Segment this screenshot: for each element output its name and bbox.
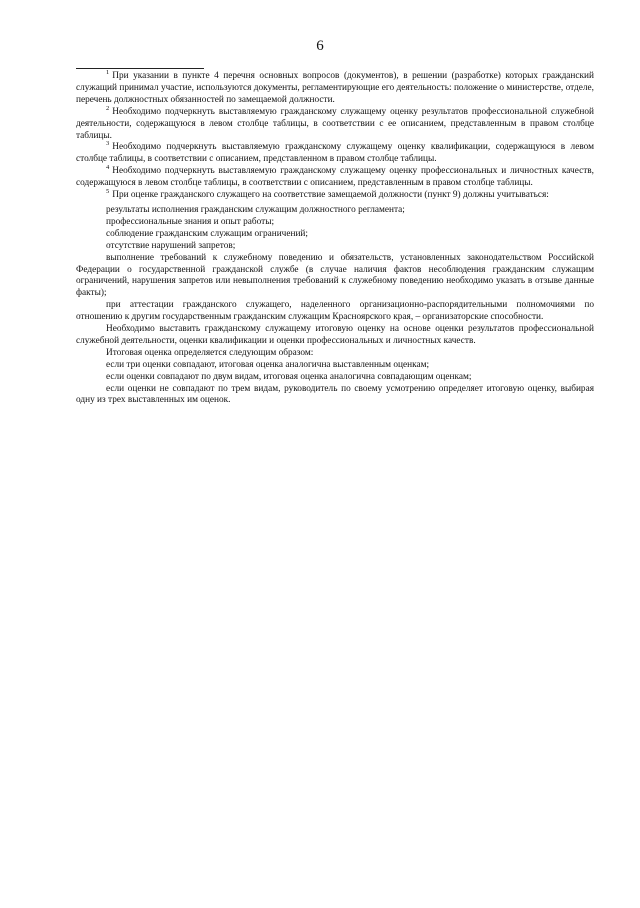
footnote-5 (76, 187, 594, 202)
final-case-item: если оценки совпадают по двум видам, итоговая оценка аналогична совпадающим оценкам; (106, 371, 472, 382)
criterion-item: профессиональные знания и опыт работы; (106, 216, 275, 227)
footnote-text: При указании в пункте 4 перечня основных вопросов (документов), в решении (разработке) которых гражданский служащий принимал участие, используются документы, регламентирующие его деятельность: положение о министерстве, отделе, перечень должностных обязанностей по замещаемой должности. (76, 71, 594, 105)
criterion-item: соблюдение гражданским служащим ограничений; (106, 228, 308, 239)
criterion-item: результаты исполнения гражданским служащим должностного регламента; (106, 204, 405, 215)
criterion-item: отсутствие нарушений запретов; (106, 240, 236, 251)
criterion-item: при аттестации гражданского служащего, наделенного организационно-распорядительными полномочиями по отношению к другим государственным гражданским служащим Красноярского края, – организаторские способности. (76, 300, 594, 323)
final-rule-paragraph: Необходимо выставить гражданскому служащему итоговую оценку на основе оценки результатов профессиональной служебной деятельности, оценки квалификации и оценки профессиональных и личностных качеств. (76, 324, 594, 346)
final-intro-paragraph: Итоговая оценка определяется следующим образом: (106, 347, 314, 358)
footnote-text: Необходимо подчеркнуть выставляемую гражданскому служащему оценку квалификации, содержащуюся в левом столбце таблицы, в соответствии с описанием, представленном в правом столбце таблицы. (76, 142, 594, 165)
final-case-item: если три оценки совпадают, итоговая оценка аналогична выставленным оценкам; (106, 359, 430, 370)
footnotes-block (76, 68, 594, 407)
footnote-separator (76, 68, 204, 69)
page-number: 6 (316, 38, 324, 54)
footnote-1 (76, 68, 594, 107)
footnote-mark: 1 (106, 68, 110, 76)
footnote-4 (76, 166, 594, 190)
footnote-3 (76, 142, 594, 166)
footnote-mark: 3 (106, 140, 110, 148)
footnote-text: При оценке гражданского служащего на соответствие замещаемой должности (пункт 9) должны учитываться: (112, 190, 549, 201)
footnote-mark: 2 (106, 104, 110, 112)
footnote-text: Необходимо подчеркнуть выставляемую гражданскому служащему оценку профессиональных и личностных качеств, содержащуюся в левом столбце таблицы, в соответствии с описанием, представленным в правом столбце таблицы. (76, 166, 594, 189)
criterion-item: выполнение требований к служебному поведению и обязательств, установленных законодательством Российской Федерации о государственной гражданской службе (в случае наличия фактов несоблюдения гражданским служащим ограничений, нарушения запретов или невыполнения требований к служебному поведению необходимо указать в отзыве данные факты); (76, 252, 594, 299)
final-case-item: если оценки не совпадают по трем видам, руководитель по своему усмотрению определяет итоговую оценку, выбирая одну из трех выставленных им оценок. (76, 383, 594, 406)
footnote-text: Необходимо подчеркнуть выставляемую гражданскому служащему оценку результатов профессиональной служебной деятельности, содержащуюся в левом столбце таблицы, в соответствии с ее описанием, представленным в правом столбце таблицы. (76, 106, 594, 141)
footnote-mark: 5 (106, 187, 110, 195)
footnote-mark: 4 (106, 164, 110, 172)
footnote-2 (76, 104, 594, 143)
